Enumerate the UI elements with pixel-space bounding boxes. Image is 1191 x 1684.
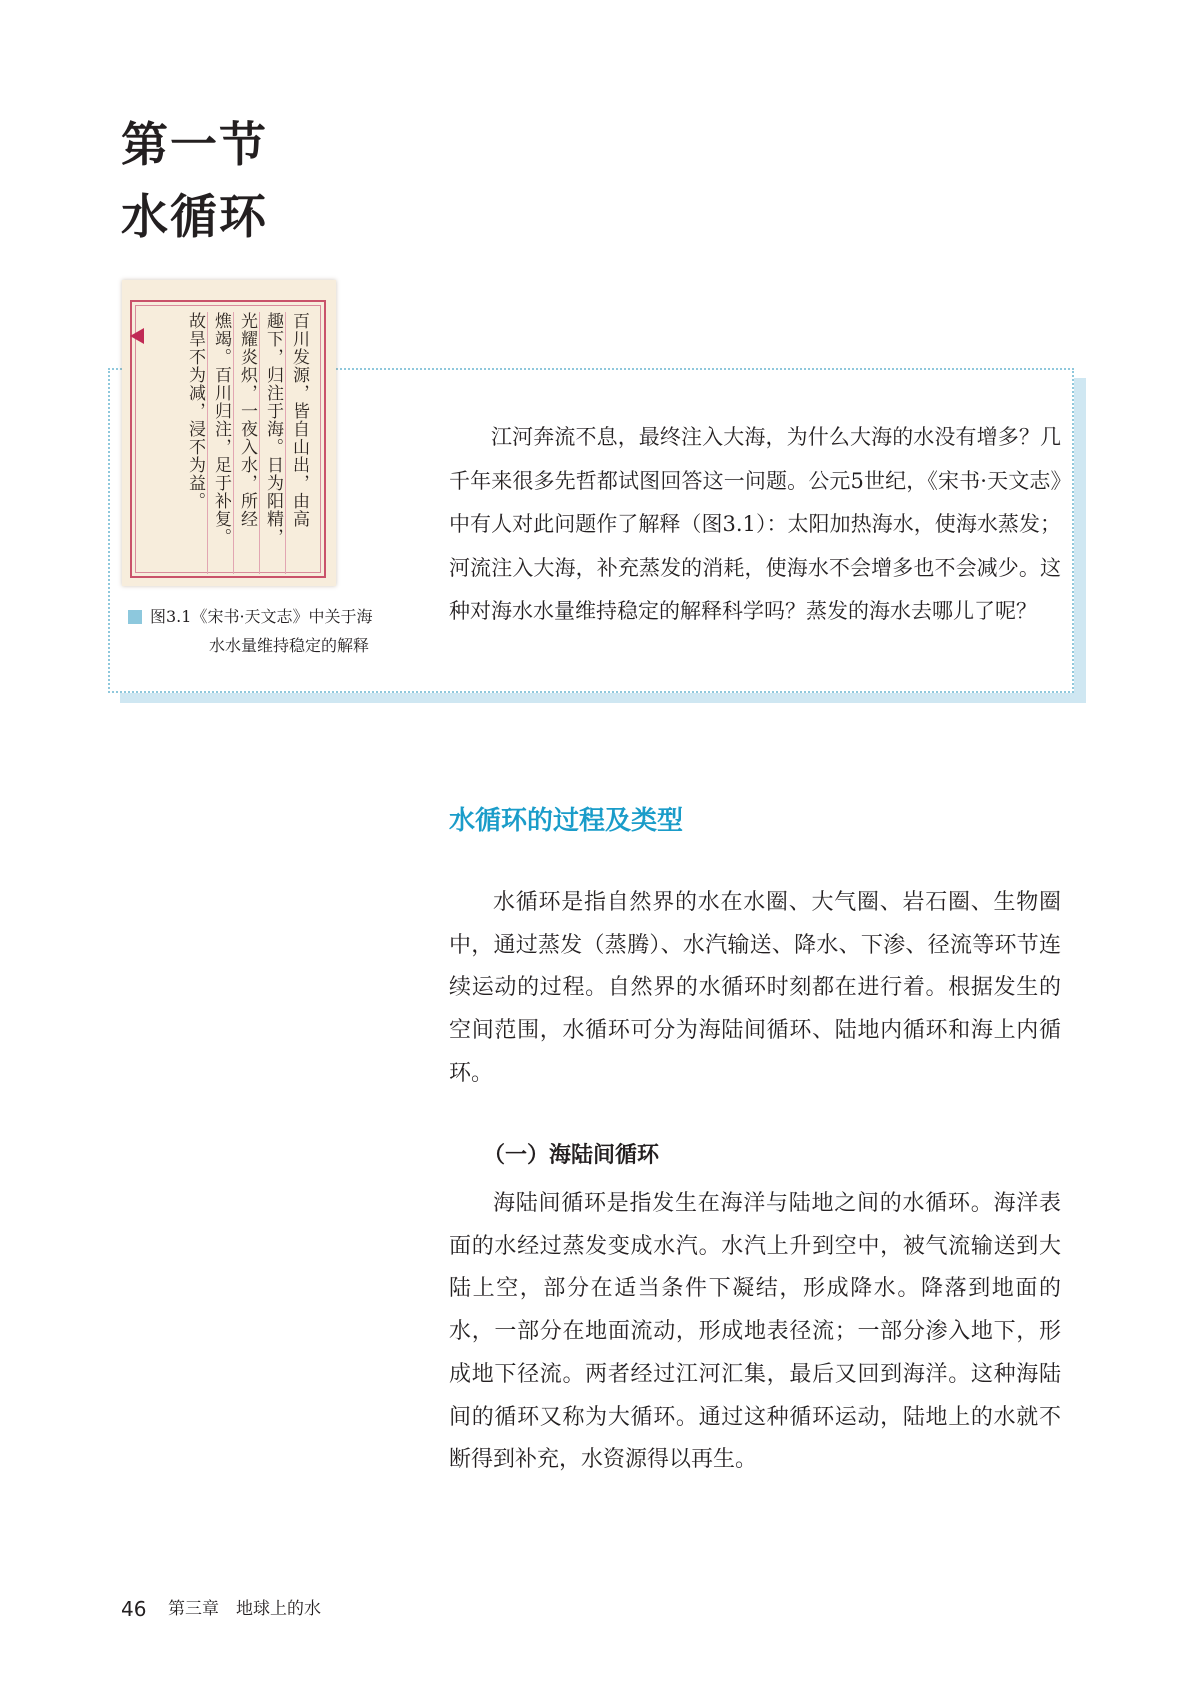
page-number: 46 xyxy=(121,1597,147,1621)
bookmark-ribbon-icon xyxy=(130,328,144,344)
body-paragraph: 水循环是指自然界的水在水圈、大气圈、岩石圈、生物圈中，通过蒸发（蒸腾）、水汽输送、降水、下渗、径流等环节连续运动的过程。自然界的水循环时刻都在进行着。根据发生的空间范围，水循环可分为海陆间循环、陆地内循环和海上内循环。 xyxy=(449,890,1061,1086)
figure-caption-continued: 水水量维持稳定的解释 xyxy=(209,636,370,655)
manuscript-column: 燋竭。百川归注，足于补复。 xyxy=(211,312,231,546)
intro-paragraph: 江河奔流不息，最终注入大海，为什么大海的水没有增多？几千年来很多先哲都试图回答这一问题。公元5世纪，《宋书·天文志》中有人对此问题作了解释（图3.1）：太阳加热海水，使海水蒸发；河流注入大海，补充蒸发的消耗，使海水不会增多也不会减少。这种对海水水量维持稳定的解释科学吗？蒸发的海水去哪儿了呢？ xyxy=(449,425,1061,624)
manuscript-column: 故旱不为减，浸不为益。 xyxy=(185,312,205,510)
section-heading: 水循环的过程及类型 xyxy=(449,806,684,836)
manuscript-column: 百川发源，皆自山出，由高 xyxy=(289,312,309,528)
running-footer-chapter: 第三章 地球上的水 xyxy=(168,1599,321,1619)
body-paragraph: 海陆间循环是指发生在海洋与陆地之间的水循环。海洋表面的水经过蒸发变成水汽。水汽上升到空中，被气流输送到大陆上空，部分在适当条件下凝结，形成降水。降落到地面的水，一部分在地面流动，形成地表径流；一部分渗入地下，形成地下径流。两者经过江河汇集，最后又回到海洋。这种海陆间的循环又称为大循环。通过这种循环运动，陆地上的水就不断得到补充，水资源得以再生。 xyxy=(449,1191,1061,1473)
manuscript-figure xyxy=(122,280,336,586)
manuscript-column: 趣下，归注于海。日为阳精， xyxy=(263,312,283,546)
subsection-heading: （一）海陆间循环 xyxy=(483,1143,660,1168)
manuscript-column: 光耀炎炽，一夜入水，所经 xyxy=(237,312,257,528)
figure-caption: 图3.1《宋书·天文志》中关于海 xyxy=(150,607,373,626)
caption-marker-icon xyxy=(128,610,142,624)
section-title: 水循环 xyxy=(121,190,268,245)
section-number-title: 第一节 xyxy=(121,118,268,173)
